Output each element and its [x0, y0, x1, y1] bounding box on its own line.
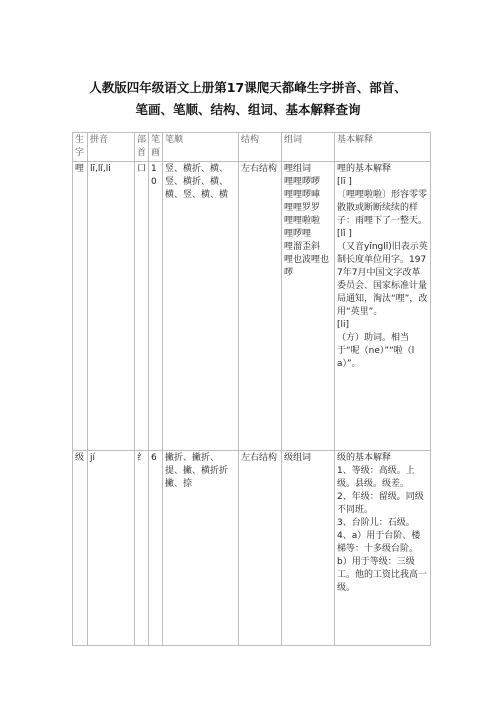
- table-row: [73, 451, 431, 646]
- header-strokes: 笔画: [149, 133, 163, 162]
- cell-radical: 口: [135, 162, 149, 451]
- cell-order: 撇折、撇折、提、撇、横折折撇、捺: [163, 451, 239, 646]
- cell-explain: 级的基本解释 1、等级：高级。上级。县级。级差。 2、年级：留级。同级不同班。 3、台阶儿：石级。 4、a）用于台阶、楼梯等：十多级台阶。b）用于等级：三级工。他的工资比我高一级。: [335, 451, 431, 646]
- header-structure: 结构: [239, 133, 282, 162]
- cell-strokes: 10: [149, 162, 163, 451]
- cell-structure: 左右结构: [239, 162, 282, 451]
- cell-words: 级组词: [282, 451, 335, 646]
- table-header-row: [73, 133, 431, 162]
- header-char: 生字: [73, 133, 88, 162]
- document-title-line-2: 笔画、笔顺、结构、组词、基本解释查询: [135, 102, 361, 117]
- header-order: 笔顺: [163, 133, 239, 162]
- header-words: 组词: [282, 133, 335, 162]
- cell-strokes: 6: [149, 451, 163, 646]
- cell-char: 级: [73, 451, 88, 646]
- cell-words: 哩组词 哩哩啰啰 哩哩啰唓 哩哩罗罗 哩哩啦啦 哩啰哩 哩溜歪斜 哩也波哩也啰: [282, 162, 335, 451]
- cell-pinyin: lī,lǐ,li: [88, 162, 135, 451]
- table-row: [73, 162, 431, 451]
- header-radical: 部首: [135, 133, 149, 162]
- cell-char: 哩: [73, 162, 88, 451]
- cell-pinyin: jí: [88, 451, 135, 646]
- cell-structure: 左右结构: [239, 451, 282, 646]
- header-pinyin: 拼音: [88, 133, 135, 162]
- header-explain: 基本解释: [335, 133, 431, 162]
- character-table: [72, 132, 431, 646]
- document-title-line-1: 人教版四年级语文上册第17课爬天都峰生字拼音、部首、: [89, 80, 407, 95]
- cell-order: 竖、横折、横、竖、横折、横、横、竖、横、横: [163, 162, 239, 451]
- cell-radical: 纟: [135, 451, 149, 646]
- cell-explain: 哩的基本解释 [lī ] 〔哩哩啦啦〕形容零零散散或断断续续的样子：雨哩下了一整天。 [lǐ ] （又音yīnglǐ)旧表示英制长度单位用字。1977年7月中国文字改革委员会、国家标准计量局通知，淘汰“哩”，改用“英里”。 [li] （方）助词。相当于“呢（ne）”“啦（la）”。: [335, 162, 431, 451]
